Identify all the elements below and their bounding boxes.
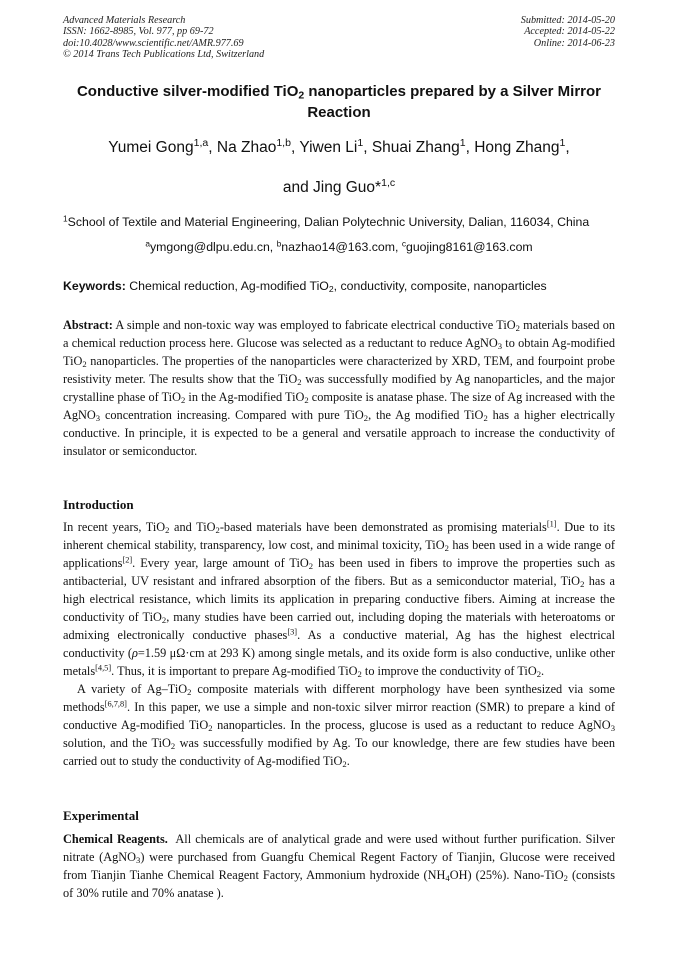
author: Na Zhao$^{1,b}$,: [216, 137, 300, 156]
abstract-label: Abstract:: [63, 318, 113, 332]
paper-title: Conductive silver-modified TiO$_2$ nanoparticles prepared by a Silver Mirror Reaction: [76, 83, 602, 121]
section-heading-experimental: Experimental: [63, 808, 139, 823]
email-b: $^b$nazhao14@163.com,: [276, 238, 402, 254]
accepted-date: Accepted: 2014-05-22: [524, 26, 615, 38]
author-emails: [60, 239, 618, 255]
email-c: $^c$guojing8161@163.com: [401, 238, 533, 254]
journal-doi: doi:10.4028/www.scientific.net/AMR.977.69: [63, 37, 244, 49]
section-heading-introduction: Introduction: [63, 497, 134, 512]
experimental-body: [63, 830, 615, 902]
journal-issn: ISSN: 1662-8985, Vol. 977, pp 69-72: [63, 26, 214, 38]
journal-name: Advanced Materials Research: [63, 15, 186, 26]
journal-header-left: [63, 15, 264, 61]
journal-header-right: [521, 15, 615, 49]
keywords: Keywords: Chemical reduction, Ag-modified TiO$_2$, conductivity, composite, nanoparticles: [63, 279, 547, 295]
introduction-body: [63, 518, 615, 770]
email-a: $^a$ymgong@dlpu.edu.cn,: [145, 238, 277, 254]
author: Shuai Zhang$^1$,: [371, 137, 475, 156]
author-list-line-2: [60, 178, 618, 198]
online-date: Online: 2014-06-23: [533, 37, 615, 49]
abstract-text: A simple and non-toxic way was employed to fabricate electrical conductive TiO$_2$ materials based on a chemical reduction process here. Glucose was selected as a reductant to reduce AgNO$_3$ to obtain Ag-modified TiO$_2$ nanoparticles. The properties of the nanoparticles were characterized by XRD, TEM, and fourpoint probe resistivity meter. The results show that the TiO$_2$ was successfully modified by Ag nanoparticles, and the major crystalline phase of TiO$_2$ in the Ag-modified TiO$_2$ composite is anatase phase. The size of Ag increased with the AgNO$_3$ concentration increasing. Compared with pure TiO$_2$, the Ag modified TiO$_2$ has a higher electrically conductive. In principle, it is expected to be a general and versatile approach to increase the conductivity of insulator or semiconductor.: [63, 318, 615, 458]
author-list-line-1: [60, 138, 618, 158]
paragraph: In recent years, TiO$_2$ and TiO$_2$-based materials have been demonstrated as promising materials[1]. Due to its inherent chemical stability, transparency, low cost, and minimal toxicity, TiO$_2$ has been used in a wide range of applications[2]. Every year, large amount of TiO$_2$ has been used in fibers to improve the properties such as antibacterial, UV resistant and infrared absorption of the fibers. But as a semiconductor material, TiO$_2$ has a high electrical resistance, which limits its application in preparing conductive fibers. Aiming at increase the conductivity of TiO$_2$, many studies have been carried out, including doping the materials with heteroatoms or admixing electronically conductive phases[3]. As a conductive material, Ag has the highest electrical conductivity (ρ=1.59 μΩ·cm at 293 K) among single metals, and its oxide form is also conductive, unlike other metals[4,5]. Thus, it is important to prepare Ag-modified TiO$_2$ to improve the conductivity of TiO$_2$.: [63, 519, 616, 680]
author: Hong Zhang$^1$,: [474, 137, 570, 156]
subsection-label: Chemical Reagents.: [63, 832, 168, 846]
author: Yumei Gong$^{1,a}$,: [108, 137, 217, 156]
corresponding-author: and Jing Guo*$^{1,c}$: [282, 177, 396, 196]
journal-copyright: © 2014 Trans Tech Publications Ltd, Switzerland: [63, 49, 265, 61]
submitted-date: Submitted: 2014-05-20: [520, 15, 615, 26]
paragraph: A variety of Ag–TiO$_2$ composite materials with different morphology have been synthesized via some methods[6,7,8]. In this paper, we use a simple and non-toxic silver mirror reaction (SMR) to prepare a kind of conductive Ag-modified TiO$_2$ nanoparticles. In the process, glucose is used as a reductant to reduce AgNO$_3$ solution, and the TiO$_2$ was successfully modified by Ag. To our knowledge, there are few studies have been carried out to study the conductivity of Ag-modified TiO$_2$.: [63, 682, 616, 770]
author: Yiwen Li$^1$,: [299, 137, 372, 156]
abstract: [63, 316, 615, 460]
paragraph: Chemical Reagents. All chemicals are of analytical grade and were used without further purification. Silver nitrate (AgNO$_3$) were purchased from Guangfu Chemical Regent Factory of Tianjin, Glucose were received from Tianjin Tianhe Chemical Reagent Factory, Ammonium hydroxide $(NH_4OH)$ (25%). Nano-TiO$_2$ (consists of 30% rutile and 70% anatase ).: [63, 832, 615, 900]
affiliation: $^1$School of Textile and Material Engineering, Dalian Polytechnic University, Dalian, 116034, China: [63, 213, 590, 229]
keywords-label: Keywords:: [63, 279, 126, 293]
